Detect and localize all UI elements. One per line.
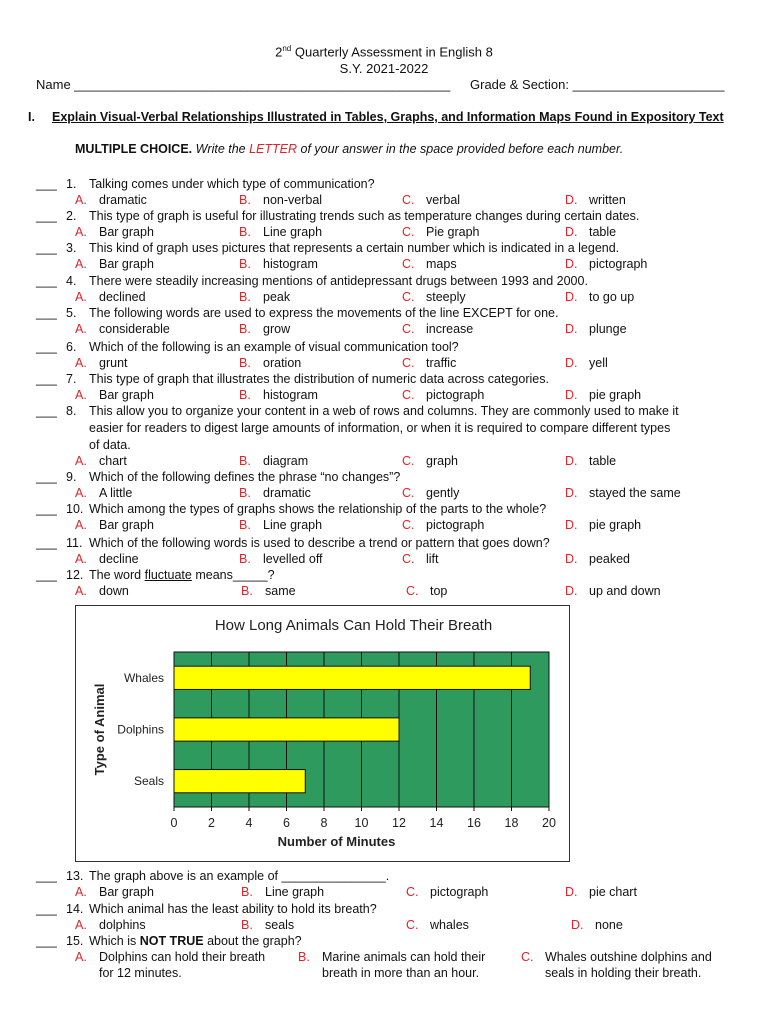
section-title: I. Explain Visual-Verbal Relationships Illustrated in Tables, Graphs, and Information Maps Found in Expository Text (28, 110, 724, 124)
school-year: S.Y. 2021-2022 (339, 61, 429, 76)
question-stem: This kind of graph uses pictures that represents a certain number which is indicated in a legend. (89, 241, 620, 255)
option-letter: C. (402, 518, 415, 532)
option-letter: D. (565, 225, 578, 239)
option-text: Pie graph (426, 225, 480, 239)
option-text: diagram (263, 454, 309, 468)
option-text: dolphins (99, 918, 146, 932)
option-text: histogram (263, 388, 318, 402)
option-letter: B. (241, 584, 253, 598)
option-a[interactable] (75, 485, 132, 501)
answer-blank[interactable]: ___ (36, 241, 57, 255)
question-number: 8. (66, 404, 77, 418)
option-letter: A. (75, 290, 87, 304)
option-c[interactable] (402, 224, 480, 240)
option-text: pie graph (589, 388, 642, 402)
option-text: Bar graph (99, 257, 154, 271)
bar-seals (174, 770, 305, 793)
option-text: Bar graph (99, 885, 154, 899)
option-letter: A. (75, 584, 87, 598)
question-number: 5. (66, 306, 77, 320)
option-text: levelled off (263, 552, 323, 566)
chart-title: How Long Animals Can Hold Their Breath (214, 617, 493, 634)
option-letter: D. (565, 356, 578, 370)
option-c[interactable] (402, 192, 460, 208)
question-number: 12. (66, 568, 84, 582)
option-text: Bar graph (99, 225, 154, 239)
question-number: 14. (66, 902, 84, 916)
option-d[interactable] (565, 517, 641, 533)
option-text: histogram (263, 257, 318, 271)
question-stem (89, 567, 739, 583)
answer-blank[interactable]: ___ (36, 902, 57, 916)
question-number: 6. (66, 340, 77, 354)
question-stem: Which of the following defines the phrase “no changes”? (89, 470, 401, 484)
option-text: non-verbal (263, 193, 323, 207)
option-letter: D. (565, 193, 578, 207)
option-text: top (430, 584, 448, 598)
option-text: Line graph (263, 225, 323, 239)
answer-blank[interactable]: ___ (36, 177, 57, 191)
question-number: 1. (66, 177, 77, 191)
option-d[interactable] (565, 355, 608, 371)
option-b[interactable] (241, 917, 294, 933)
question-number: 11. (66, 536, 83, 550)
question-number: 13. (66, 869, 84, 883)
option-text: dramatic (263, 486, 311, 500)
option-letter: A. (75, 454, 87, 468)
option-text: up and down (589, 584, 661, 598)
option-text-line2: seals in holding their breath. (545, 966, 702, 980)
x-tick-label: 18 (504, 816, 519, 830)
answer-blank[interactable]: ___ (36, 470, 57, 484)
answer-blank[interactable]: ___ (36, 274, 57, 288)
answer-blank[interactable]: ___ (36, 209, 57, 223)
answer-blank[interactable]: ___ (36, 869, 57, 883)
option-text: grow (263, 322, 291, 336)
question-stem-line: of data. (89, 438, 131, 452)
x-tick-label: 0 (170, 816, 178, 830)
option-text: oration (263, 356, 302, 370)
answer-blank[interactable]: ___ (36, 502, 57, 516)
option-text: steeply (426, 290, 466, 304)
question-number: 9. (66, 470, 77, 484)
option-text: same (265, 584, 296, 598)
option-a[interactable] (75, 583, 129, 599)
option-text-line2: breath in more than an hour. (322, 966, 480, 980)
option-c[interactable] (406, 884, 488, 900)
option-letter: A. (75, 225, 87, 239)
option-text-line1: Marine animals can hold their (322, 950, 486, 964)
answer-blank[interactable]: ___ (36, 536, 57, 550)
option-a[interactable] (75, 256, 154, 272)
option-letter: A. (75, 918, 87, 932)
option-a[interactable] (75, 517, 154, 533)
bar-whales (174, 666, 530, 689)
option-b[interactable] (239, 289, 290, 305)
option-b[interactable] (241, 884, 324, 900)
option-text: Line graph (263, 518, 323, 532)
question-stem: Which animal has the least ability to hold its breath? (89, 902, 377, 916)
option-a[interactable] (75, 917, 146, 933)
option-letter: C. (402, 356, 415, 370)
question-stem-underlined: fluctuate (144, 568, 192, 582)
option-letter: D. (565, 584, 578, 598)
option-text: written (589, 193, 626, 207)
option-text: decline (99, 552, 139, 566)
option-letter: D. (565, 322, 578, 336)
question-stem: This type of graph is useful for illustrating trends such as temperature changes during certain dates. (89, 209, 640, 223)
option-text: pictograph (426, 388, 485, 402)
option-text: lift (426, 552, 439, 566)
option-b[interactable] (239, 485, 311, 501)
question-stem (89, 933, 739, 949)
question-number: 10. (66, 502, 84, 516)
question-stem: The graph above is an example of _______________. (89, 869, 390, 883)
option-c[interactable] (402, 321, 473, 337)
category-label: Whales (123, 670, 164, 685)
option-a[interactable] (75, 321, 170, 337)
option-text: pictograph (589, 257, 648, 271)
option-d[interactable] (565, 224, 616, 240)
option-c[interactable] (406, 917, 469, 933)
option-letter: B. (239, 486, 251, 500)
option-d[interactable] (565, 453, 616, 469)
question-stem: Talking comes under which type of communication? (89, 177, 375, 191)
option-letter: D. (565, 518, 578, 532)
x-tick-label: 16 (467, 816, 481, 830)
option-c[interactable] (406, 583, 447, 599)
option-letter: D. (571, 918, 584, 932)
option-b[interactable] (239, 551, 323, 567)
option-text: declined (99, 290, 146, 304)
option-a[interactable] (75, 949, 265, 981)
option-text: peak (263, 290, 291, 304)
option-c[interactable] (402, 289, 466, 305)
option-text: yell (589, 356, 608, 370)
option-letter: D. (565, 885, 578, 899)
option-b[interactable] (239, 453, 308, 469)
option-text: grunt (99, 356, 128, 370)
category-label: Dolphins (117, 722, 164, 737)
option-text: Bar graph (99, 518, 154, 532)
x-tick-label: 10 (354, 816, 369, 830)
option-text: maps (426, 257, 457, 271)
option-text: pie chart (589, 885, 637, 899)
question-stem: Which among the types of graphs shows the relationship of the parts to the whole? (89, 502, 547, 516)
x-axis-label: Number of Minutes (277, 834, 396, 849)
option-text: Line graph (265, 885, 325, 899)
option-letter: A. (75, 552, 87, 566)
option-letter: D. (565, 552, 578, 566)
option-text: verbal (426, 193, 461, 207)
option-c[interactable] (402, 453, 458, 469)
category-label: Seals (133, 774, 164, 789)
bar-chart (75, 605, 570, 862)
option-b[interactable] (239, 517, 322, 533)
option-d[interactable] (565, 551, 630, 567)
option-letter: B. (239, 257, 251, 271)
option-letter: C. (402, 193, 415, 207)
option-text: graph (426, 454, 458, 468)
grade-section-field-line: Grade & Section: _____________________ (470, 77, 725, 92)
y-axis-label: Type of Animal (92, 683, 107, 776)
option-a[interactable] (75, 224, 154, 240)
option-text: Bar graph (99, 388, 154, 402)
option-d[interactable] (565, 387, 641, 403)
option-a[interactable] (75, 289, 146, 305)
question-stem: There were steadily increasing mentions of antidepressant drugs between 1993 and 2000. (89, 274, 588, 288)
option-b[interactable] (239, 387, 318, 403)
option-letter: C. (521, 950, 534, 964)
x-tick-label: 2 (208, 816, 215, 830)
x-tick-label: 20 (542, 816, 556, 830)
name-field-line: Name ____________________________________________________ (36, 77, 451, 92)
option-text: dramatic (99, 193, 147, 207)
answer-blank[interactable]: ___ (36, 568, 57, 582)
option-text-line1: Whales outshine dolphins and (545, 950, 712, 964)
option-letter: D. (565, 388, 578, 402)
answer-blank[interactable]: ___ (36, 372, 57, 386)
question-stem-part: The word (89, 568, 145, 582)
instructions: MULTIPLE CHOICE. Write the LETTER of your answer in the space provided before each number. (75, 142, 624, 156)
option-letter: B. (239, 290, 251, 304)
option-text-line2: for 12 minutes. (99, 966, 182, 980)
option-letter: C. (402, 290, 415, 304)
option-letter: A. (75, 486, 87, 500)
option-text: pictograph (426, 518, 485, 532)
option-b[interactable] (241, 583, 296, 599)
assessment-title: 2nd Quarterly Assessment in English 8 (275, 44, 493, 60)
question-number: 3. (66, 241, 77, 255)
option-letter: C. (402, 552, 415, 566)
option-c[interactable] (402, 517, 484, 533)
option-b[interactable] (239, 256, 318, 272)
option-letter: A. (75, 356, 87, 370)
answer-blank[interactable]: ___ (36, 934, 57, 948)
option-letter: D. (565, 257, 578, 271)
option-letter: C. (402, 388, 415, 402)
question-stem-bold: NOT TRUE (139, 934, 204, 948)
question-stem: The following words are used to express the movements of the line EXCEPT for one. (89, 306, 559, 320)
option-text: table (589, 225, 617, 239)
option-text: A little (99, 486, 133, 500)
option-letter: B. (241, 885, 253, 899)
option-a[interactable] (75, 884, 154, 900)
option-letter: A. (75, 257, 87, 271)
x-tick-label: 14 (429, 816, 444, 830)
option-c[interactable] (521, 949, 712, 981)
option-letter: D. (565, 486, 578, 500)
option-text: down (99, 584, 129, 598)
question-stem: Which of the following is an example of visual communication tool? (89, 340, 459, 354)
question-stem-part: means_____? (191, 568, 275, 582)
option-b[interactable] (239, 192, 322, 208)
option-a[interactable] (75, 192, 147, 208)
x-tick-label: 4 (245, 816, 253, 830)
answer-blank[interactable]: ___ (36, 306, 57, 320)
x-tick-label: 6 (283, 816, 290, 830)
option-a[interactable] (75, 551, 139, 567)
question-number: 2. (66, 209, 77, 223)
option-letter: B. (239, 322, 251, 336)
option-letter: B. (239, 518, 251, 532)
option-letter: B. (239, 552, 251, 566)
option-text: increase (426, 322, 474, 336)
option-text-line1: Dolphins can hold their breath (99, 950, 266, 964)
option-text: seals (265, 918, 295, 932)
option-letter: A. (75, 518, 87, 532)
question-stem-line: easier for readers to digest large amounts of information, or when it is required to compare different types (89, 421, 671, 435)
option-text: gently (426, 486, 460, 500)
option-d[interactable] (565, 256, 647, 272)
option-text: table (589, 454, 617, 468)
option-text: stayed the same (589, 486, 681, 500)
option-text: pie graph (589, 518, 642, 532)
option-letter: C. (402, 454, 415, 468)
x-tick-label: 12 (392, 816, 406, 830)
option-a[interactable] (75, 355, 128, 371)
option-text: none (595, 918, 623, 932)
option-letter: B. (239, 356, 251, 370)
question-number: 4. (66, 274, 77, 288)
option-letter: B. (298, 950, 310, 964)
option-letter: B. (239, 225, 251, 239)
option-letter: C. (402, 225, 415, 239)
option-d[interactable] (571, 917, 623, 933)
option-text: traffic (426, 356, 457, 370)
option-letter: A. (75, 950, 87, 964)
question-number: 15. (66, 934, 84, 948)
option-d[interactable] (565, 583, 661, 599)
option-letter: C. (406, 584, 419, 598)
option-b[interactable] (239, 355, 301, 371)
option-letter: B. (239, 193, 251, 207)
option-a[interactable] (75, 453, 127, 469)
option-letter: A. (75, 388, 87, 402)
question-stem-part: Which is (89, 934, 140, 948)
question-stem: Which of the following words is used to describe a trend or pattern that goes down? (89, 536, 550, 550)
option-c[interactable] (402, 485, 459, 501)
answer-blank[interactable]: ___ (36, 340, 57, 354)
option-letter: A. (75, 885, 87, 899)
option-d[interactable] (565, 321, 627, 337)
question-number: 7. (66, 372, 77, 386)
option-b[interactable] (239, 224, 322, 240)
question-stem (89, 403, 739, 454)
option-d[interactable] (565, 289, 634, 305)
option-text: pictograph (430, 885, 489, 899)
bar-dolphins (174, 718, 399, 741)
x-tick-label: 8 (320, 816, 328, 830)
option-letter: D. (565, 454, 578, 468)
option-letter: A. (75, 322, 87, 336)
option-letter: C. (406, 918, 419, 932)
option-letter: A. (75, 193, 87, 207)
option-letter: C. (402, 257, 415, 271)
question-stem-part: about the graph? (203, 934, 302, 948)
option-letter: C. (402, 322, 415, 336)
option-letter: B. (239, 388, 251, 402)
option-letter: B. (241, 918, 253, 932)
option-c[interactable] (402, 256, 457, 272)
option-letter: C. (402, 486, 415, 500)
option-letter: B. (239, 454, 251, 468)
option-text: peaked (589, 552, 631, 566)
chart-svg (76, 606, 569, 861)
option-a[interactable] (75, 387, 154, 403)
option-c[interactable] (402, 355, 456, 371)
option-d[interactable] (565, 192, 626, 208)
option-c[interactable] (402, 551, 439, 567)
option-text: plunge (589, 322, 627, 336)
option-c[interactable] (402, 387, 484, 403)
question-stem-line: This allow you to organize your content in a web of rows and columns. They are commonly used to make it (89, 404, 679, 418)
option-letter: C. (406, 885, 419, 899)
option-d[interactable] (565, 485, 681, 501)
option-text: whales (430, 918, 469, 932)
option-text: to go up (589, 290, 635, 304)
question-stem: This type of graph that illustrates the distribution of numeric data across categories. (89, 372, 549, 386)
option-b[interactable] (239, 321, 290, 337)
option-d[interactable] (565, 884, 637, 900)
option-text: considerable (99, 322, 170, 336)
option-text: chart (99, 454, 127, 468)
option-letter: D. (565, 290, 578, 304)
option-b[interactable] (298, 949, 485, 981)
answer-blank[interactable]: ___ (36, 404, 57, 418)
